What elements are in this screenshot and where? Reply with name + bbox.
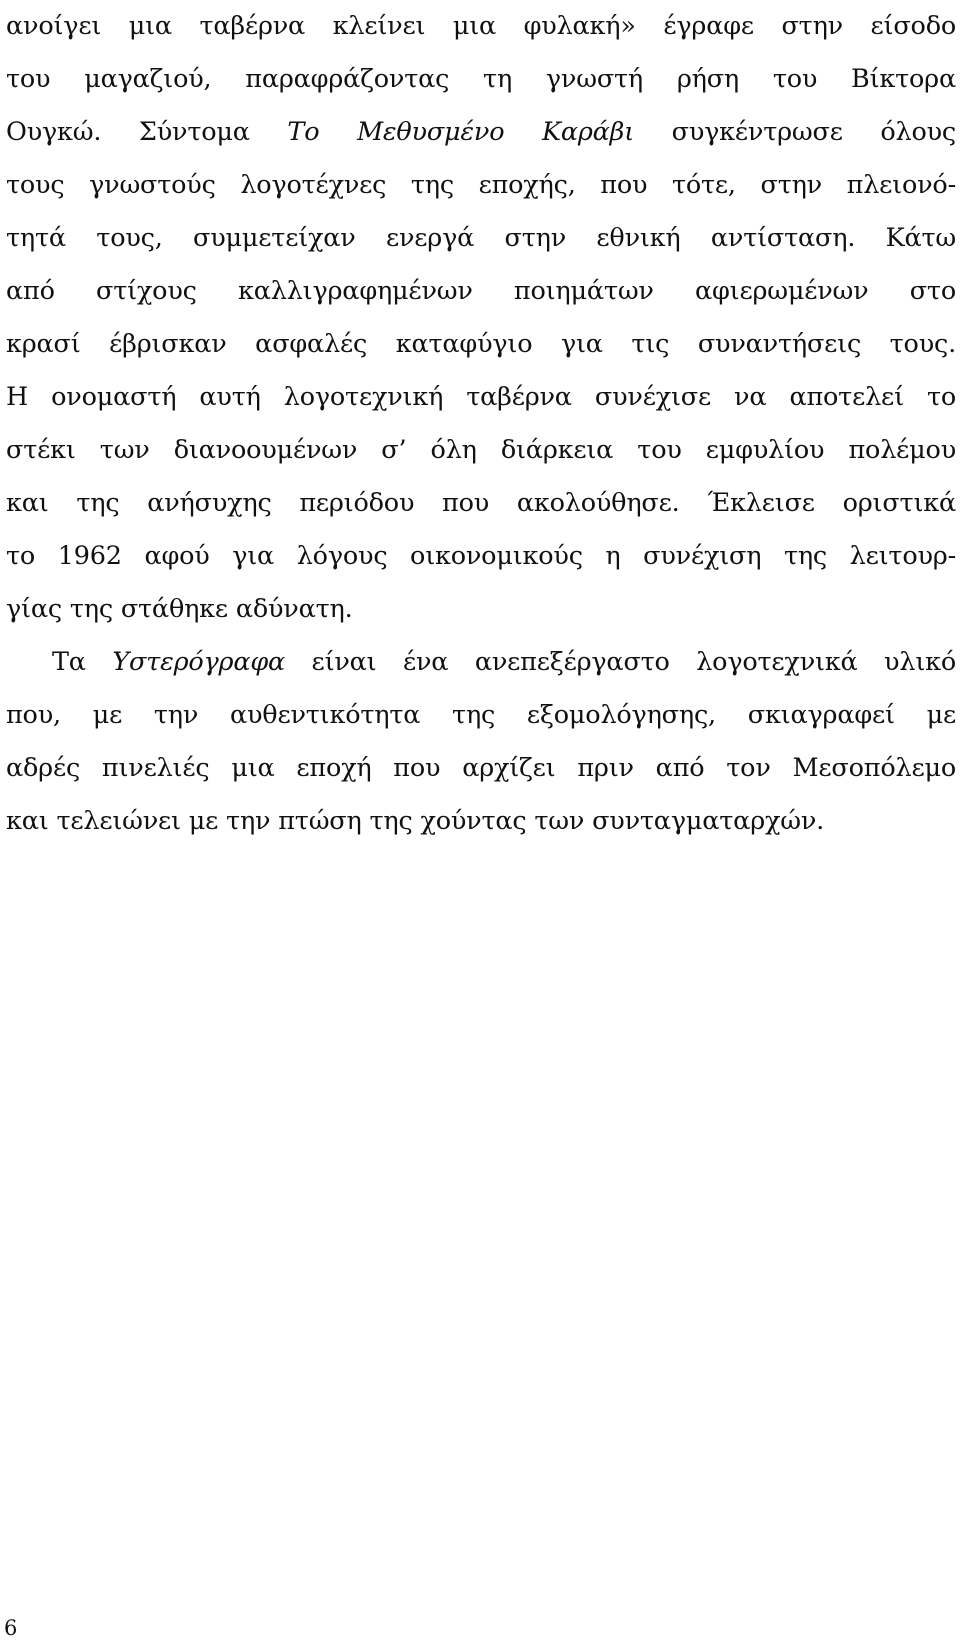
text-segment: τητά τους, συμμετείχαν ενεργά στην εθνική αντίσταση. Κάτω xyxy=(6,223,956,253)
text-segment: και της ανήσυχης περιόδου που ακολούθησε. Έκλεισε οριστικά xyxy=(6,488,956,518)
text-line xyxy=(6,636,956,689)
italic-title: Υστερόγραφα xyxy=(112,647,286,677)
text-segment: συγκέντρωσε όλους xyxy=(634,117,956,147)
page-number: 6 xyxy=(4,1616,18,1640)
text-line xyxy=(6,53,956,106)
text-line xyxy=(6,795,956,848)
text-segment: είναι ένα ανεπεξέργαστο λογοτεχνικά υλικό xyxy=(285,647,957,677)
text-segment: στέκι των διανοουμένων σ’ όλη διάρκεια του εμφυλίου πολέμου xyxy=(6,435,956,465)
text-line xyxy=(6,106,956,159)
text-segment: κρασί έβρισκαν ασφαλές καταφύγιο για τις συναντήσεις τους. xyxy=(6,329,956,359)
italic-title: Το Μεθυσμένο Καράβι xyxy=(287,117,634,147)
text-segment: τους γνωστούς λογοτέχνες της εποχής, που τότε, στην πλειονό- xyxy=(6,170,956,200)
text-line xyxy=(6,530,956,583)
text-line xyxy=(6,0,956,53)
text-segment: Τα xyxy=(52,647,113,677)
text-line xyxy=(6,371,956,424)
text-segment: Ουγκώ. Σύντομα xyxy=(6,117,288,147)
text-line xyxy=(6,265,956,318)
text-line xyxy=(6,159,956,212)
text-segment: αδρές πινελιές μια εποχή που αρχίζει πριν από τον Μεσοπόλεμο xyxy=(6,753,956,783)
text-segment: γίας της στάθηκε αδύνατη. xyxy=(6,594,353,624)
text-line xyxy=(6,742,956,795)
text-line xyxy=(6,583,956,636)
text-line xyxy=(6,424,956,477)
text-segment: το 1962 αφού για λόγους οικονομικούς η συνέχιση της λειτουρ- xyxy=(6,541,956,571)
text-line xyxy=(6,689,956,742)
text-line xyxy=(6,318,956,371)
text-line xyxy=(6,212,956,265)
text-segment: ανοίγει μια ταβέρνα κλείνει μια φυλακή» έγραφε στην είσοδο xyxy=(6,11,956,41)
body-text xyxy=(6,0,956,848)
text-segment: που, με την αυθεντικότητα της εξομολόγησης, σκιαγραφεί με xyxy=(6,700,956,730)
text-line xyxy=(6,477,956,530)
text-segment: Η ονομαστή αυτή λογοτεχνική ταβέρνα συνέχισε να αποτελεί το xyxy=(6,382,956,412)
text-segment: του μαγαζιού, παραφράζοντας τη γνωστή ρήση του Βίκτορα xyxy=(6,64,956,94)
text-segment: από στίχους καλλιγραφημένων ποιημάτων αφιερωμένων στο xyxy=(6,276,956,306)
text-segment: και τελειώνει με την πτώση της χούντας των συνταγματαρχών. xyxy=(6,806,825,836)
